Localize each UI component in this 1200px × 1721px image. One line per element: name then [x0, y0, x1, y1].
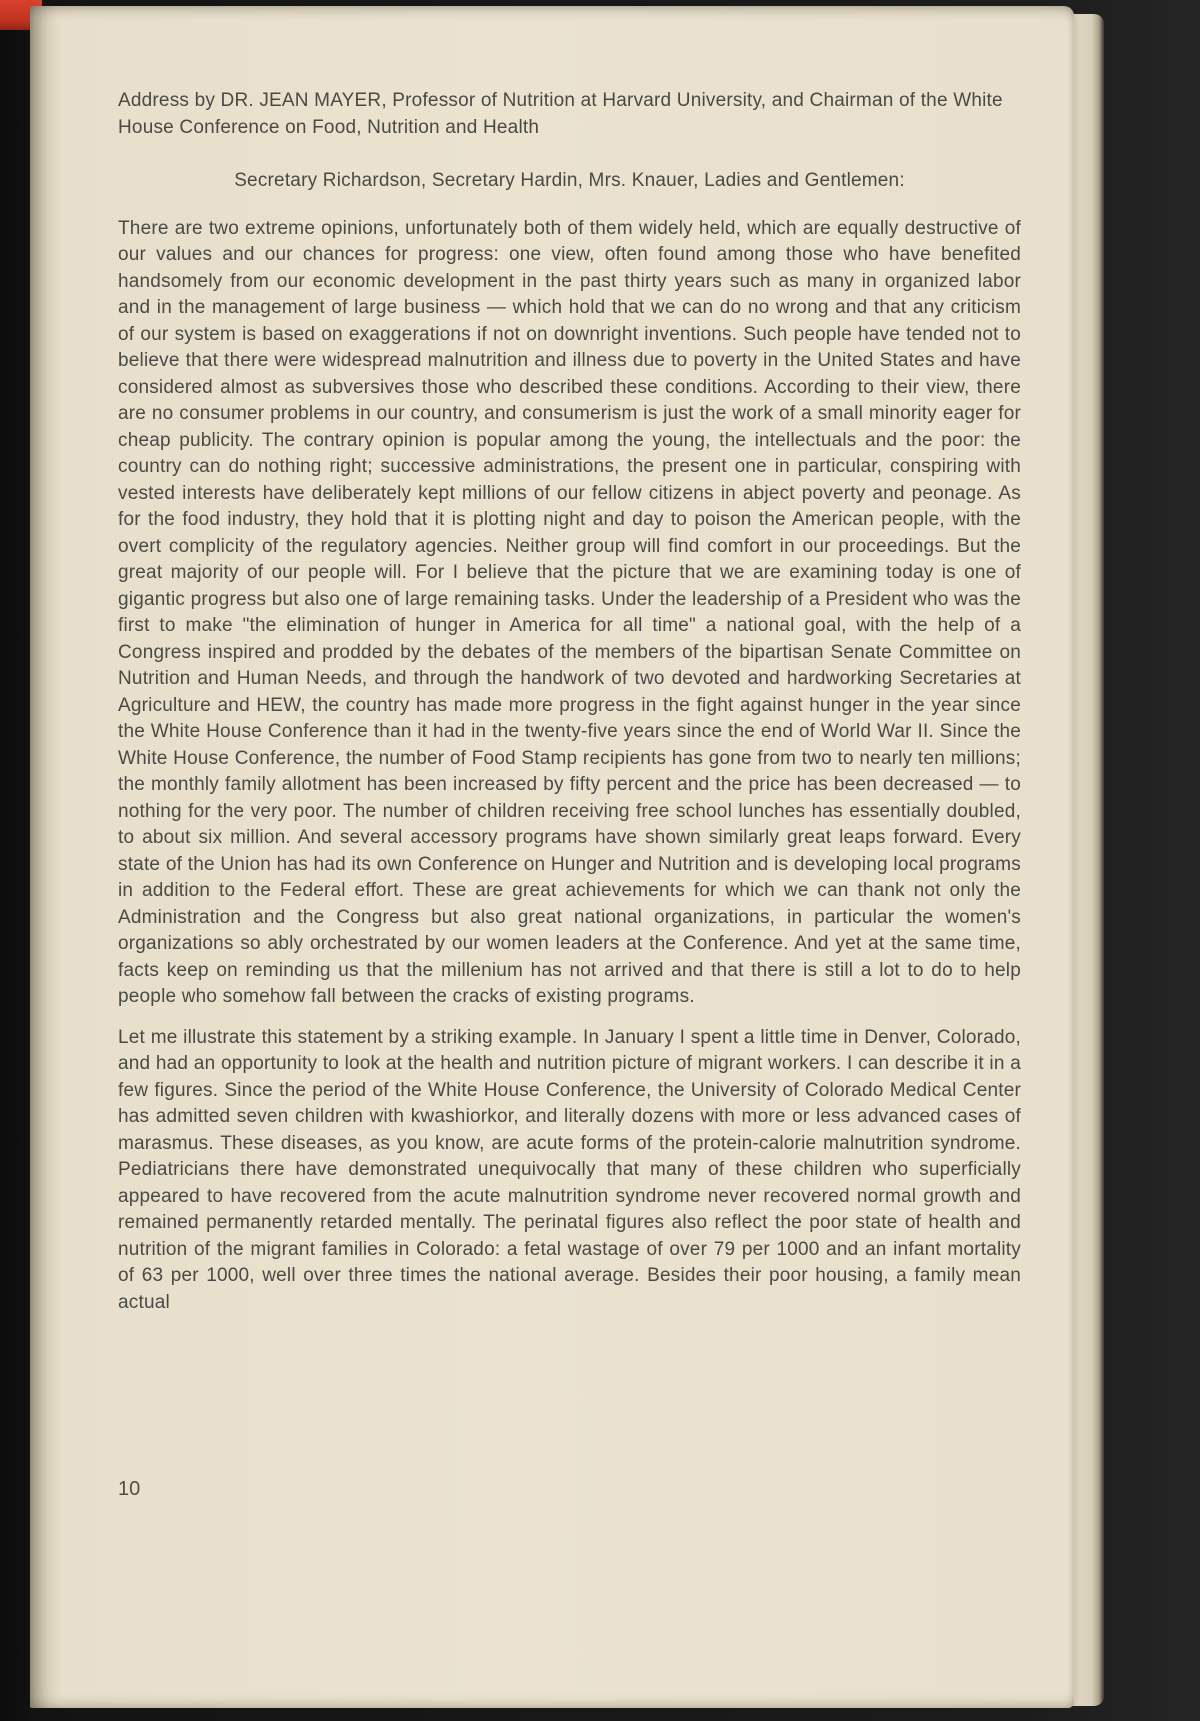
page-number: 10: [118, 1478, 141, 1500]
address-title: Address by DR. JEAN MAYER, Professor of Nutrition at Harvard University, and Chairman of the White House Conference on Food, Nutrition and Health: [118, 90, 1003, 138]
body-paragraph-1: There are two extreme opinions, unfortunately both of them widely held, which are equally destructive of our values and our chances for progress: one view, often found among those who have benefited handsomely from our economic development in the past thirty years such as many in organized labor and in the management of large business — which hold that we can do no wrong and that any criticism of our system is based on exaggerations if not on downright inventions. Such people have tended not to believe that there were widespread malnutrition and illness due to poverty in the United States and have considered almost as subversives those who described these conditions. According to their view, there are no consumer problems in our country, and consumerism is just the work of a small minority eager for cheap publicity. The contrary opinion is popular among the young, the intellectuals and the poor: the country can do nothing right; successive administrations, the present one in particular, conspiring with vested interests have deliberately kept millions of our fellow citizens in abject poverty and peonage. As for the food industry, they hold that it is plotting night and day to poison the American people, with the overt complicity of the regulatory agencies. Neither group will find comfort in our proceedings. But the great majority of our people will. For I believe that the picture that we are examining today is one of gigantic progress but also one of large remaining tasks. Under the leadership of a President who was the first to make "the elimination of hunger in America for all time" a national goal, with the help of a Congress inspired and prodded by the debates of the members of the bipartisan Senate Committee on Nutrition and Human Needs, and through the handwork of two devoted and hardworking Secretaries at Agriculture and HEW, the country has made more progress in the fight against hunger in the year since the White House Conference than it had in the twenty-five years since the end of World War II. Since the White House Conference, the number of Food Stamp recipients has gone from two to nearly ten millions; the monthly family allotment has been increased by fifty percent and the price has been decreased — to nothing for the very poor. The number of children receiving free school lunches has essentially doubled, to about six million. And several accessory programs have shown similarly great leaps forward. Every state of the Union has had its own Conference on Hunger and Nutrition and is developing local programs in addition to the Federal effort. These are great achievements for which we can thank not only the Administration and the Congress but also great national organizations, in particular the women's organizations so ably orchestrated by our women leaders at the Conference. And yet at the same time, facts keep on reminding us that the millenium has not arrived and that there is still a lot to do to help people who somehow fall between the cracks of existing programs.: [118, 217, 1021, 1007]
page-content: [118, 88, 1021, 1330]
body-paragraph-2: Let me illustrate this statement by a striking example. In January I spent a little time in Denver, Colorado, and had an opportunity to look at the health and nutrition picture of migrant workers. I can describe it in a few figures. Since the period of the White House Conference, the University of Colorado Medical Center has admitted seven children with kwashiorkor, and literally dozens with more or less advanced cases of marasmus. These diseases, as you know, are acute forms of the protein-calorie malnutrition syndrome. Pediatricians there have demonstrated unequivocally that many of these children who superficially appeared to have recovered from the acute malnutrition syndrome never recovered normal growth and remained permanently retarded mentally. The perinatal figures also reflect the poor state of health and nutrition of the migrant families in Colorado: a fetal wastage of over 79 per 1000 and an infant mortality of 63 per 1000, well over three times the national average. Besides their poor housing, a family mean actual: [118, 1026, 1021, 1313]
document-page: [30, 6, 1074, 1708]
salutation-line: Secretary Richardson, Secretary Hardin, Mrs. Knauer, Ladies and Gentlemen:: [234, 170, 905, 191]
